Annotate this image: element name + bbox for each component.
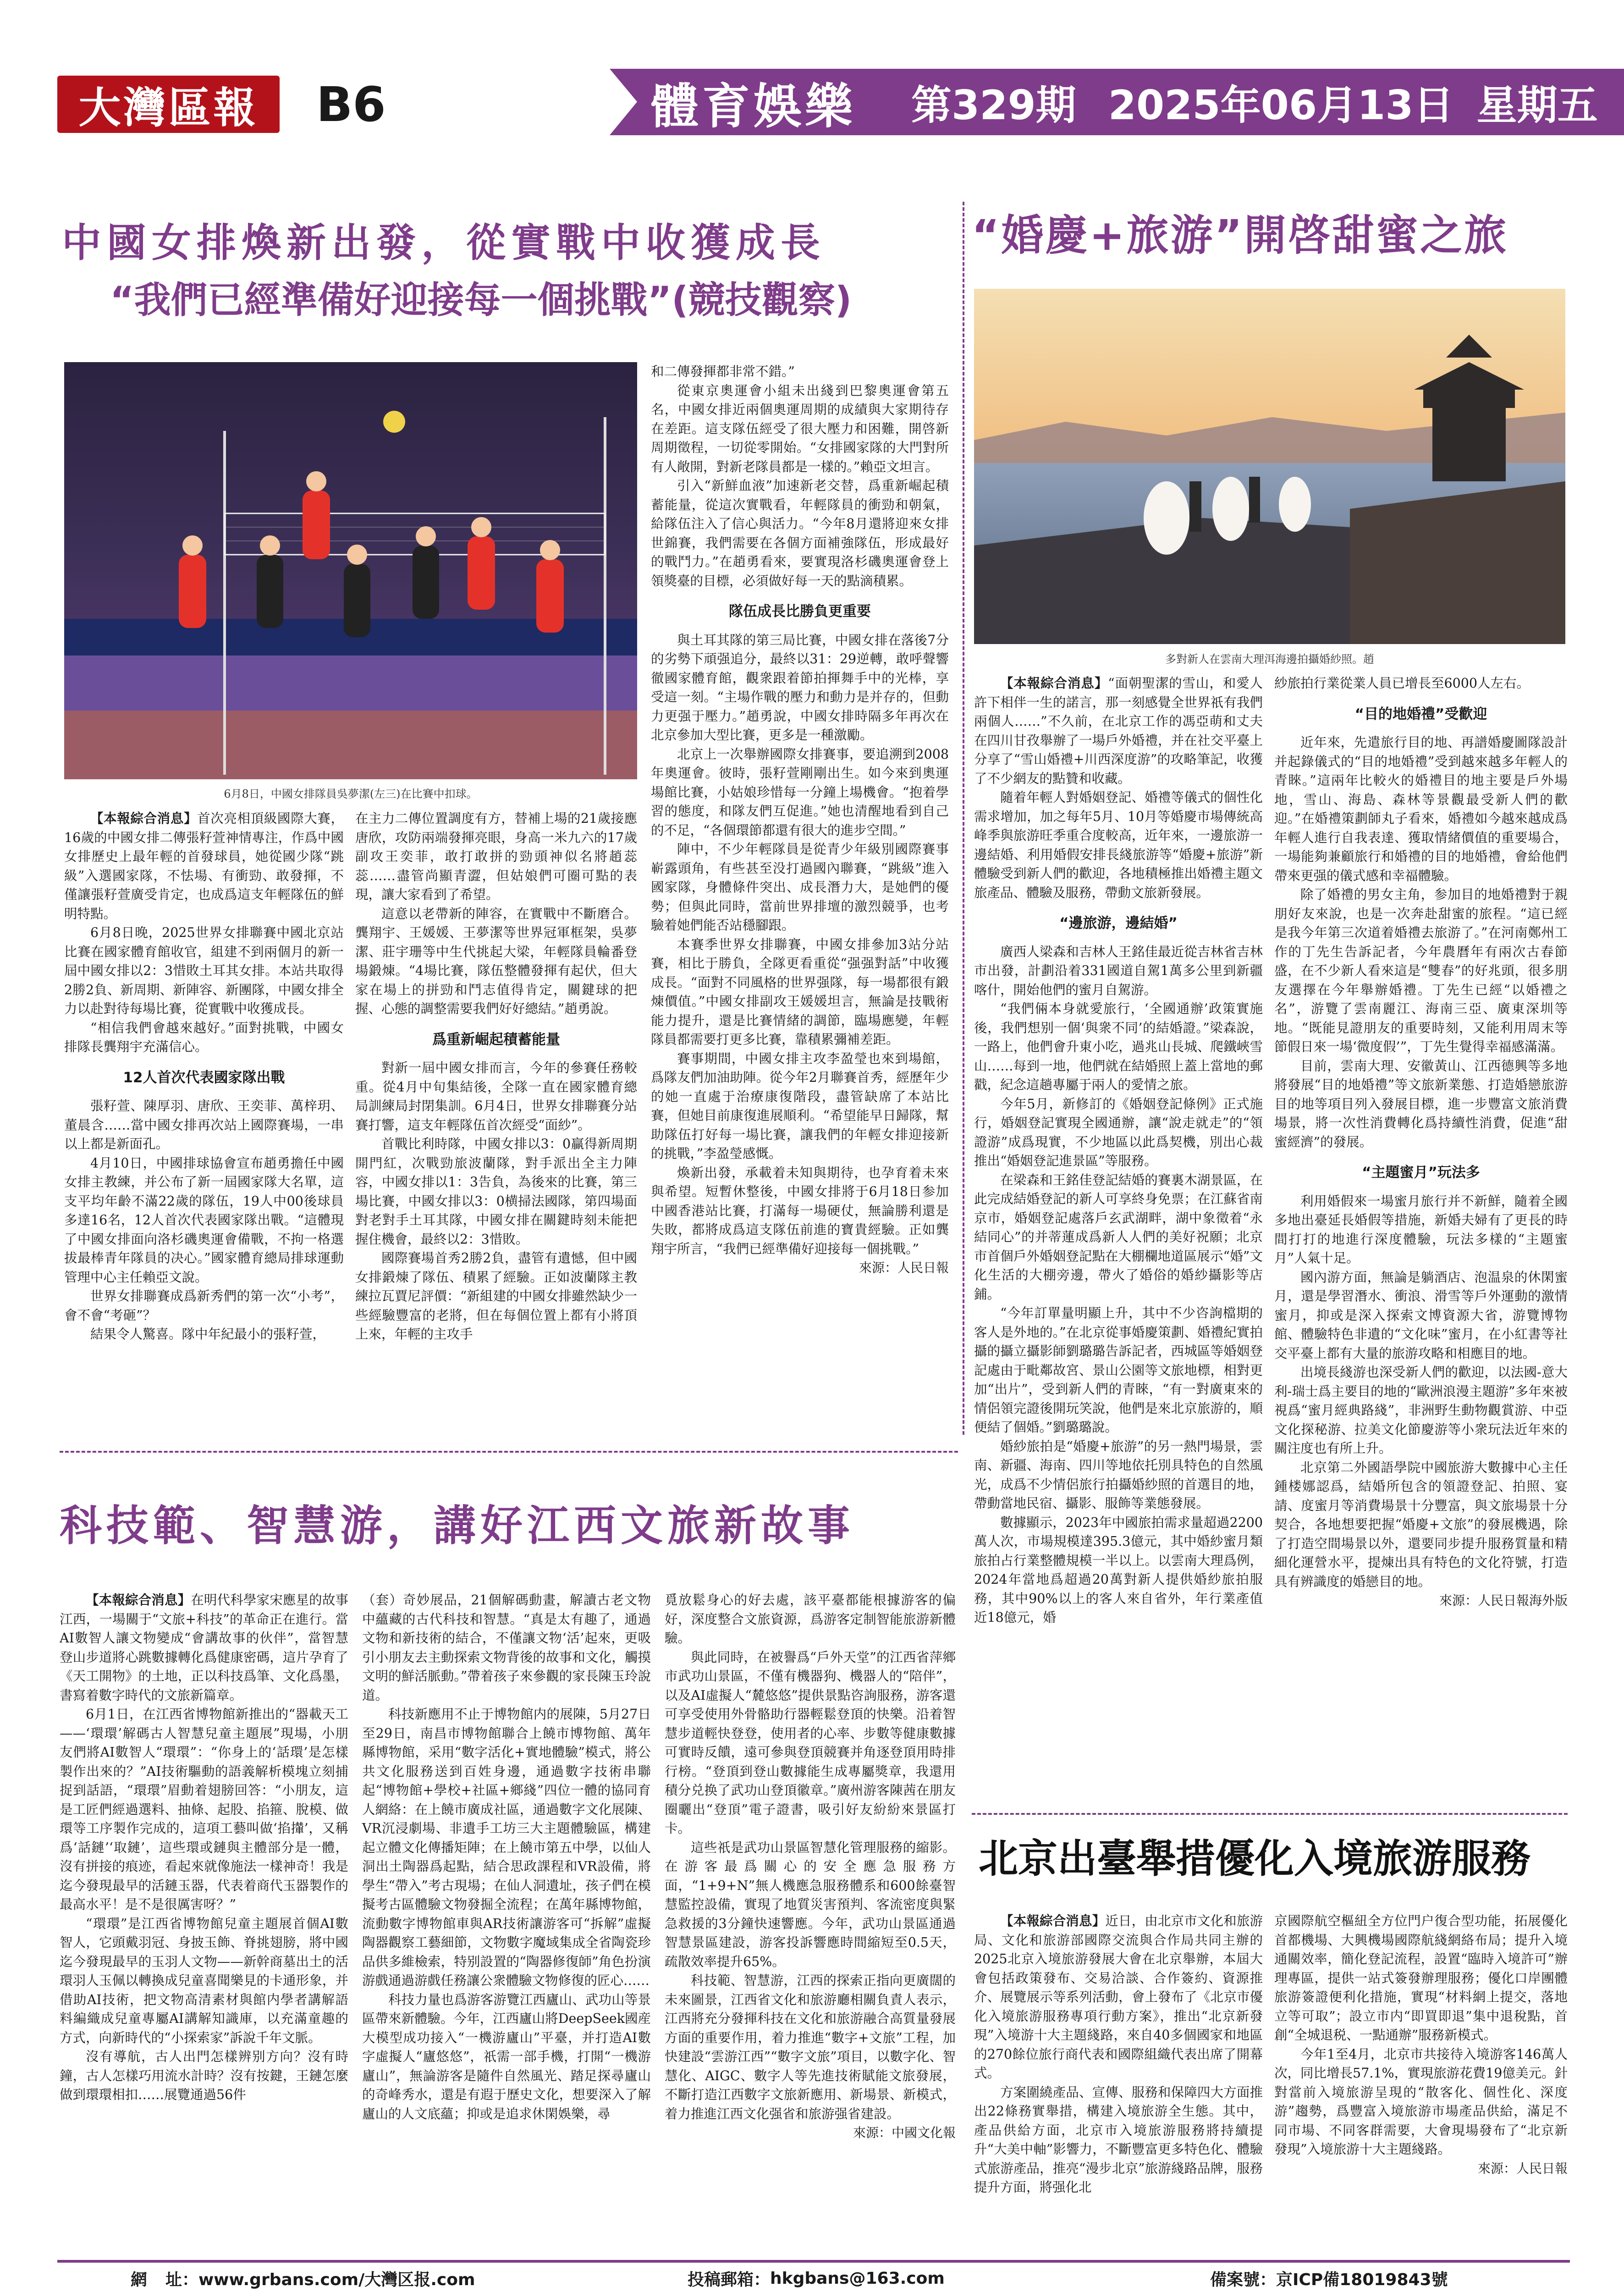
wedding-photo-caption: 多對新人在雲南大理洱海邊拍攝婚紗照。趙 (1165, 653, 1374, 666)
paragraph: 北京上一次舉辦國際女排賽事，要追溯到2008年奧運會。彼時，張籽萱剛剛出生。如今來到奧運場館比賽，小姑娘珍惜每一分鐘上場機會。“抱着學習的態度，和隊友們互促進。”她也清醒地看到自己的不足，“各個環節都還有很大的進步空間。” (651, 746, 949, 838)
subheading: 爲重新崛起積蓄能量 (432, 1031, 560, 1048)
paragraph: 國內游方面，無論是躺酒店、泡温泉的休閑蜜月，還是學習潛水、衝浪、滑雪等戶外運動的激情蜜月，抑或是深入探索文博資源大省，游覽博物館、體驗特色非遺的“文化味”蜜月，在小紅書等社交平臺上都有大量的旅游攻略和相應目的地。 (1274, 1269, 1568, 1361)
footer-website (131, 2264, 475, 2292)
volleyball-photo (64, 362, 637, 779)
paragraph: 在主力二傳位置調度有方，替補上場的21歲接應唐欣，攻防兩端發揮亮眼，身高一米九六的17歲副攻王奕菲，敢打敢拼的勁頭神似名將趙蕊蕊……盡管尚顯青澀，但姑娘們可圈可點的表現，讓大家看到了希望。 (355, 811, 637, 902)
footer-web-url[interactable]: www.grbans.com/大灣区报.com (198, 2270, 475, 2289)
footer-rule (57, 2260, 1570, 2263)
subheading: “主題蜜月”玩法多 (1362, 1164, 1480, 1181)
dateline-tag: 【本報綜合消息】 (1000, 1913, 1106, 1928)
paragraph: “今年訂單量明顯上升，其中不少咨詢檔期的客人是外地的。”在北京從事婚慶策劃、婚禮紀實拍攝的攝立攝影師劉璐璐告訴記者，西城區等婚姻登記處由于毗鄰故宮、景山公園等文旅地標，相對更加“出片”，受到新人們的青睞，“有一對廣東來的情侶領完證後開玩笑說，他們是來北京旅游的，順便結了個婚。”劉璐璐說。 (974, 1306, 1263, 1435)
footer-icp-number: 京ICP備18019843號 (1276, 2270, 1448, 2289)
footer-web-label-2: 址： (165, 2270, 199, 2289)
volleyball-headline: 中國女排煥新出發，從實戰中收獲成長 (62, 220, 826, 266)
paragraph: 煥新出發，承載着未知與期待，也孕育着未來與希望。短暫休整後，中國女排將于6月18日参加中國香港站比賽，打滿每一場硬仗，無論勝利還是失敗，都將成爲這支隊伍前進的寶貴經驗。正如龔翔宇所言，“我們已經準備好迎接每一個挑戰。” (651, 1165, 949, 1256)
footer-web-label: 網 (131, 2270, 148, 2289)
paragraph: 北京第二外國語學院中國旅游大數據中心主任鍾楼娜認爲，結婚所包含的領證登記、拍照、宴請、度蜜月等消費場景十分豐富，與文旅場景十分契合，各地想要把握“婚慶+文旅”的發展機遇，除了打造空間場景以外，還要同步提升服務質量和精細化運營水平，提煉出具有特色的文化符號，打造具有辨識度的婚戀目的地。 (1274, 1460, 1568, 1589)
newspaper-logo (57, 76, 280, 133)
paragraph: 在梁森和王銘佳登記結婚的賽裏木湖景區，在此完成結婚登記的新人可享終身免票；在江蘇省南京市，婚姻登記處落戶玄武湖畔，湖中象徵着“永結同心”的并蒂蓮成爲新人人們的美好祝願；北京市首個戶外婚姻登記點在大棚欄地道區展示“婚”文化生活的大棚旁邊，帶火了婚俗的婚紗攝影等店鋪。 (974, 1172, 1263, 1302)
paragraph: 4月10日，中國排球協會宣布趙勇擔任中國女排主教練，并公布了新一屆國家隊大名單，這支平均年齡不滿22歲的隊伍，19人中00後球員多達16名，12人首次代表國家隊出戰。“這體現了中國女排面向洛杉磯奧運會備戰，不拘一格選拔最棒青年隊員的决心。”國家體育總局排球運動管理中心主任賴亞文說。 (64, 1155, 344, 1285)
subheading: 12人首次代表國家隊出戰 (123, 1069, 285, 1086)
beijing-headline: 北京出臺舉措優化入境旅游服務 (979, 1836, 1530, 1882)
section-divider (60, 1451, 958, 1453)
paragraph: 紗旅拍行業從業人員已增長至6000人左右。 (1274, 676, 1530, 691)
paragraph: 科技力量也爲游客游覽江西廬山、武功山等景區帶來新體驗。今年，江西廬山將DeepSeek國産大模型成功接入“一機游廬山”平臺，并打造AI數字虛擬人“廬悠悠”，祇需一部手機，打開“一機游廬山”，無論游客是隨件自然風光、踏足探尋廬山的奇峰秀水，還是有遐于歷史文化，想要深入了解廬山的人文底蘊；抑或是追求休閑娛樂，尋 (362, 1992, 651, 2121)
jiangxi-column-2 (362, 1591, 651, 2123)
logo-text: 大灣區報 (78, 83, 259, 132)
paragraph: 今年5月，新修訂的《婚姻登記條例》正式施行，婚姻登記實現全國通辦，讓“說走就走”的“領證游”成爲現實，不少地區以此爲契機，別出心裁推出“婚姻登記進景區”等服務。 (974, 1096, 1263, 1168)
subheading: “邊旅游，邊結婚” (1059, 915, 1178, 931)
paragraph: 這些祇是武功山景區智慧化管理服務的縮影。在游客最爲關心的安全應急服務方面，“1+9+N”無人機應急服務體系和600餘臺智慧監控設備，實現了地質災害預判、客流密度與緊急救援的3分鐘快速響應。今年，武功山景區通過智慧景區建設，游客投訴響應時間縮短至0.5天，疏散效率提升65%。 (665, 1840, 956, 1969)
paragraph: 從東京奧運會小組未出綫到巴黎奧運會第五名，中國女排近兩個奧運周期的成績與大家期待存在差距。這支隊伍經受了很大壓力和困難，開啓新周期徵程，一切從零開始。“女排國家隊的大門對所有人敞開，對新老隊員都是一樣的。”賴亞文坦言。 (651, 383, 949, 474)
footer-mail-address[interactable]: hkgbans@163.com (770, 2269, 945, 2288)
paragraph: 國際賽場首秀2勝2負，盡管有遺憾，但中國女排鍛煉了隊伍、積累了經驗。正如波蘭隊主教練拉瓦賈尼評價：“新組建的中國女排雖然缺少一些經驗豐富的老將，但在每個位置上都有小將頂上來，年輕的主攻手 (355, 1251, 637, 1342)
beijing-column-1 (974, 1912, 1263, 2197)
paragraph: 6月8日晚，2025世界女排聯賽中國北京站比賽在國家體育館收官，組建不到兩個月的新一屆中國女排以2：3惜敗土耳其女排。本站共取得2勝2負、新周期、新陣容、新團隊，中國女排全力以赴對待每場比賽，從實戰中收獲成長。 (64, 925, 344, 1016)
article-source: 來源：人民日報海外版 (1439, 1593, 1568, 1608)
paragraph: 這意以老帶新的陣容，在實戰中不斷磨合。龔翔宇、王媛媛、王夢潔等世界冠軍框架，吳夢潔、莊宇珊等中生代挑起大梁，年輕隊員輪番登場鍛煉。“4場比賽，隊伍整體發揮有起伏，但大家在場上的拼勁和鬥志值得肯定，關鍵球的把握、心態的調整需要我們好好總結。”趙勇說。 (355, 906, 637, 1016)
jiangxi-column-3 (665, 1591, 956, 2143)
paragraph: “相信我們會越來越好。”面對挑戰，中國女排隊長龔翔宇充滿信心。 (64, 1020, 344, 1054)
paragraph: 賽事期間，中國女排主攻李盈瑩也來到場館，爲隊友們加油助陣。從今年2月聯賽首秀，經歷年少的她一直處于治療康復階段，盡管缺席了本站比賽，但她目前康復進展順利。“希望能早日歸隊，幫助隊伍打好每一場比賽，讓我們的年輕女排迎接新的挑戰，”李盈瑩感慨。 (651, 1051, 949, 1161)
issue-weekday: 星期五 (1476, 81, 1598, 129)
paragraph: 婚紗旅拍是“婚慶+旅游”的另一熱門場景，雲南、新疆、海南、四川等地依托別具特色的自然風光，成爲不少情侶旅行拍攝婚紗照的首選目的地，帶動當地民宿、攝影、服飾等業態發展。 (974, 1438, 1263, 1511)
issue-number: 第329期 (911, 81, 1076, 129)
banner-text (651, 69, 1623, 135)
dateline-tag: 【本報綜合消息】 (1000, 675, 1108, 691)
paragraph: 引入“新鮮血液”加速新老交替，爲重新崛起積蓄能量，從這次實戰看，年輕隊員的衝勁和朝氣，給隊伍注入了信心與活力。“今年8月還將迎來女排世錦賽，我們需要在各個方面補強隊伍，形成最好的戰鬥力。”在趙勇看來，要實現洛杉磯奧運會登上領獎臺的目標，必須做好每一天的點滴積累。 (651, 478, 949, 589)
paragraph: 近日，由北京市文化和旅游局、文化和旅游部國際交流與合作局共同主辦的2025北京入境旅游發展大會在北京舉辦，本屆大會包括政策發布、交易洽談、合作簽約、資源推介、展覽展示等系列活動，會上發布了《北京市優化入境旅游服務專項行動方案》，推出“北京新發現”入境游十大主題綫路，來自40多個國家和地區的270餘位旅行商代表和國際組織代表出席了開幕式。 (974, 1913, 1263, 2081)
paragraph: 與土耳其隊的第三局比賽，中國女排在落後7分的劣勢下頑强追分，最終以31：29逆轉，敢呼聲響徹國家體育館，觀衆跟着節拍揮舞手中的光棒，享受這一刻。“主場作戰的壓力和動力是并存的，但動力更强于壓力。”趙勇說，中國女排時隔多年再次在北京參加大型比賽，更多是一種激勵。 (651, 632, 949, 743)
jiangxi-column-1 (60, 1591, 348, 2105)
paragraph: 利用婚假來一場蜜月旅行并不新鮮，隨着全國多地出臺延長婚假等措施，新婚夫婦有了更長的時間打打的地進行深度體驗，玩法多樣的“主題蜜月”人氣十足。 (1274, 1193, 1568, 1266)
paragraph: 科技範、智慧游，江西的探索正指向更廣闊的未來圖景，江西省文化和旅游廳相關負責人表示，江西將充分發揮科技在文化和旅游融合高質量發展方面的重要作用，着力推進“數字+文旅”工程，加快建設“雲游江西”“數字文旅”項目，以數字化、智慧化、AIGC、數字人等先進技術賦能文旅發展，不斷打造江西數字文旅新應用、新場景、新模式，着力推進江西文化强省和旅游强省建設。 (665, 1973, 956, 2121)
paragraph: 隨着年輕人對婚姻登記、婚禮等儀式的個性化需求增加，加之每年5月、10月等婚慶市場傳統高峰季與旅游旺季重合度較高，近年來，一邊旅游一邊結婚、利用婚假安排長綫旅游等“婚慶+旅游”新體驗受到新人們的歡迎，各地積極推出婚禮主題文旅產品、體驗及服務，帶動文旅新發展。 (974, 790, 1263, 900)
paragraph: 近年來，先遣旅行目的地、再譜婚慶圖隊設計并起錄儀式的“目的地婚禮”受到越來越多年輕人的青睞。”這兩年比較火的婚禮目的地主要是戶外場地，雪山、海島、森林等景觀最受新人們的歡迎。”在婚禮策劃師丸子看來，婚禮如今越來越成爲年輕人進行自我表達、獲取情緒價值的重要場合，一場能夠兼顧旅行和婚禮的目的地婚禮，會給他們帶來更强的儀式感和幸福體驗。 (1274, 735, 1568, 883)
paragraph: 京國際航空樞紐全方位門户復合型功能，拓展優化首都機場、大興機場國際航綫網絡布局；提升入境通關效率，簡化登記流程，設置“臨時入境許可”辦理專區，提供一站式簽發辦理服務；優化口岸團體旅游簽證便利化措施，實現“材料網上提交，落地立等可取”；設立市内“即買即退”集中退稅點，首創“全城退税、一點通辦”服務新模式。 (1274, 1913, 1568, 2043)
paragraph: 首戰比利時隊，中國女排以3：0贏得新周期開門紅，次戰勁旅波蘭隊，對手派出全主力陣容，中國女排以1：3告負，為後來的比賽，第三場比賽，中國女排以3：0横掃法國隊，第四場面對老對手土耳其隊，中國女排在關鍵時刻未能把握住機會，最終以2：3惜敗。 (355, 1136, 637, 1247)
paragraph: 方案圍繞產品、宣傳、服務和保障四大方面推出22條務實舉措，構建入境旅游全生態。其中，產品供給方面，北京市入境旅游服務將持續提升“大美中軸”影響力，不斷豐富更多特色化、體驗式旅游產品，推亮“漫步北京”旅游綫路品牌，服務提升方面，將强化北 (974, 2084, 1263, 2195)
article-source: 來源：中國文化報 (853, 2125, 956, 2140)
subheading: 隊伍成長比勝負更重要 (729, 603, 871, 620)
article-source: 來源：人民日報 (1477, 2160, 1568, 2176)
paragraph: 目前，雲南大理、安徽黃山、江西德興等多地將發展“目的地婚禮”等文旅新業態、打造婚戀旅游目的地等項目列入發展目標，進一步豐富文旅消費場景，將一次性消費轉化爲持續性消費，促進“甜蜜經濟”的發展。 (1274, 1058, 1568, 1150)
masthead (0, 0, 1624, 138)
footer-mail-label: 投稿郵箱： (688, 2270, 771, 2289)
beijing-column-2 (1274, 1912, 1568, 2178)
wedding-column-1 (974, 674, 1263, 1627)
paragraph: 和二傳發揮都非常不錯。” (651, 364, 795, 379)
paragraph: 陣中，不少年輕隊員是從青少年級別國際賽事嶄露頭角，有些甚至没打過國內聯賽，“跳級”進入國家隊，身體條件突出、成長潛力大，是她們的優勢；但與此同時，當前世界排壇的激烈競爭，也考驗着她們能否站穩腳跟。 (651, 842, 949, 933)
volleyball-column-2 (355, 809, 637, 1344)
volleyball-column-1 (64, 809, 344, 1344)
paragraph: 廣西人梁森和吉林人王銘佳最近從吉林省吉林市出發，計劃沿着331國道自駕1萬多公里到新疆喀什，開始他們的蜜月自駕游。 (974, 944, 1263, 997)
paragraph: （套）奇妙展品，21個解碼動畫，解讀古老文物中蘊藏的古代科技和智慧。“真是太有趣了，通過文物和新技術的結合，不僅讓文物‘活’起來，更吸引小朋友去主動探索文物背後的故事和文化，觸摸文明的鮮活脈動。”帶着孩子來參觀的家長陳玉玲說道。 (362, 1592, 651, 1703)
paragraph: “面朝聖潔的雪山，和愛人許下相伴一生的諾言，那一刻感覺全世界祇有我們兩個人……”不久前，在北京工作的馮亞萌和丈夫在四川甘孜舉辦了一場戶外婚禮，并在社交平臺上分享了“雪山婚禮+川西深度游”的攻略筆記，收獲了不少網友的點贊和收藏。 (974, 676, 1263, 786)
paragraph: 本賽季世界女排聯賽，中國女排參加3站分站賽，相比于勝負，全隊更看重從“强强對話”中收獲成長。“面對不同風格的世界强隊，每一場都很有鍛煉價值。”中國女排副攻王媛媛坦言，無論是技戰術能力提升，還是比賽情緒的調節，臨場應變，年輕隊員都需要打更多比賽，靠積累彌補差距。 (651, 937, 949, 1047)
page-number: B6 (316, 77, 386, 132)
paragraph: 張籽萱、陳厚羽、唐欣、王奕菲、萬梓玥、董晨含……當中國女排再次站上國際賽場，一串以上都是新面孔。 (64, 1098, 344, 1152)
paragraph: 今年1至4月，北京市共接待入境游客146萬人次，同比增長57.1%，實現旅游花費19億美元。針對當前入境旅游呈現的“散客化、個性化、深度游”趨勢，爲豐富入境旅游市場產品供給，滿足不同市場、不同客群需要，大會現場發布了“北京新發現”入境旅游十大主題綫路。 (1274, 2046, 1568, 2157)
paragraph: 首次亮相頂級國際大賽，16歲的中國女排二傳張籽萱神情專注，作爲中國女排歷史上最年輕的首發球員，她從國少隊“跳級”入選國家隊，不怯場、有衝勁、敢發揮，不僅讓張籽萱廣受肯定，也成爲這支年輕隊伍的鮮明特點。 (64, 811, 344, 921)
dateline-tag: 【本報綜合消息】 (86, 1592, 191, 1608)
volleyball-subheadline: “我們已經準備好迎接每一個挑戰”(競技觀察) (110, 279, 852, 321)
volleyball-photo-caption: 6月8日，中國女排隊員吳夢潔(左三)在比賽中扣球。 (224, 788, 478, 800)
footer-icp-label: 備案號： (1210, 2270, 1277, 2289)
dateline-tag: 【本報綜合消息】 (90, 810, 198, 826)
section-title: 體育娛樂 (651, 78, 857, 134)
article-source: 來源：人民日報 (859, 1260, 949, 1275)
section-divider (972, 1813, 1568, 1815)
volleyball-column-3 (651, 362, 949, 1278)
paragraph: 科技新應用不止于博物館内的展陳，5月27日至29日，南昌市博物館聯合上饒市博物館、萬年縣博物館，采用“數字活化+實地體驗”模式，將公共文化服務送到百姓身邊，通過數字技術串聯起“博物館+學校+社區+鄉綫”四位一體的協同育人網絡：在上饒市廣成社區，通過數字文化展陳、VR沉浸劇場、非遺手工坊三大主題體驗區，構建起立體文化傳播矩陣；在上饒市第五中學，以仙人洞出土陶器爲起點，結合思政課程和VR設備，將學生“帶入”考古現場；在仙人洞遺址，孩子們在模擬考古區體驗文物發掘全流程；在萬年縣博物館，流動數字博物館車與AR技術讓游客可“拆解”虛擬陶器觀察工藝細節，文物數字魔域集成全省陶瓷珍品供多維檢索，特别設置的“陶器修復師”角色扮演游戲通過游戲任務讓公衆體驗文物修復的匠心…… (362, 1707, 651, 1988)
paragraph: “我們倆本身就愛旅行，‘全國通辦’政策實施後，我們想别一個‘與衆不同’的結婚證。”梁森說，一路上，他們會升東小吃，過兆山長城、爬鐵峽雪山……每到一地，他們就在結婚照上蓋上當地的郵戳，紀念這趟專屬于兩人的愛情之旅。 (974, 1001, 1263, 1092)
issue-date: 2025年06月13日 (1108, 81, 1454, 129)
column-divider (963, 202, 964, 1435)
paragraph: 除了婚禮的男女主角，参加目的地婚禮對于親朋好友來說，也是一次奔赴甜蜜的旅程。“這已經是我今年第三次道着婚禮去旅游了。”在河南鄭州工作的丁先生告訴記者，今年農曆年有兩次古春節盛，在不少新人看來這是“雙春”的好兆頭，很多朋友選擇在今年舉辦婚禮。丁先生已經“以婚禮之名”，游覽了雲南麗江、海南三亞、廣東深圳等地。“既能見證朋友的重要時刻，又能利用周末等節假日來一場‘微度假’”，丁先生覺得幸福感滿滿。 (1274, 887, 1568, 1054)
paragraph: 世界女排聯賽成爲新秀們的第一次“小考”，會不會“考砸”？ (64, 1289, 344, 1323)
paragraph: “環環”是江西省博物館兒童主題展首個AI數智人，它頭戴羽冠、身披玉飾、脊挑翅膀，將中國迄今發現最早的玉羽人文物——新幹商墓出土的活環羽人玉佩以轉換成兒童喜聞樂見的卡通形象，并借助AI技術，把文物高清素材與館内學者講解語料編織成兒童專屬AI講解知識庫，以充滿童趣的方式，向新時代的“小探索家”訴說千年文脈。 (60, 1916, 348, 2045)
footer-icp (1210, 2264, 1448, 2292)
paragraph: 結果令人驚喜。隊中年紀最小的張籽萱， (90, 1327, 326, 1342)
wedding-column-2 (1274, 674, 1568, 1610)
wedding-photo (974, 289, 1565, 644)
paragraph: 在明代科學家宋應星的故事江西，一場關于“文旅+科技”的革命正在進行。當AI數智人讓文物變成“會講故事的伙伴”，當智慧登山步道將心跳數據轉化爲健康密碼，這片孕育了《天工開物》的土地，正以科技爲筆、文化爲墨，書寫着數字時代的文旅新篇章。 (60, 1592, 348, 1703)
wedding-headline: “婚慶+旅游”開啓甜蜜之旅 (972, 211, 1508, 260)
paragraph: 數據顯示，2023年中國旅拍需求量超過2200萬人次，市場規模達395.3億元，其中婚紗蜜月類旅拍占行業整體規模一半以上。以雲南大理爲例，2024年當地爲超過20萬對新人提供婚紗旅拍服務，其中90%以上的客人來自省外，年行業產值近18億元，婚 (974, 1515, 1263, 1625)
paragraph: 對新一屆中國女排而言，今年的參賽任務較重。從4月中旬集結後，全隊一直在國家體育總局訓練局封閉集訓。6月4日，世界女排聯賽分站賽打響，這支年輕隊伍首次經受“面紗”。 (355, 1060, 637, 1133)
paragraph: 出境長綫游也深受新人們的歡迎，以法國-意大利-瑞士爲主要目的地的“歐洲浪漫主題游”多年來被視爲“蜜月經典路綫”，非洲野生動物觀賞游、中亞文化探秘游、拉美文化節慶游等小衆玩法近年來的關注度也有所上升。 (1274, 1365, 1568, 1456)
footer-email (688, 2264, 945, 2292)
paragraph: 6月1日，在江西省博物館新推出的“器載天工——‘環環’解碼古人智慧兒童主題展”現場，小朋友們將AI數智人“環環”：“你身上的‘話環’是怎樣製作出來的？”AI技術驅動的語義解析模塊立刻捕捉到話語，“環環”眉動着翅膀回答：“小朋友，這是工匠們經過選料、抽條、起股、掐箍、脫模、做環等工序製作完成的，這項工藝叫做‘掐攆’，又稱爲‘話鏈’‘取鏈’，這些環或鏈與主體部分是一體，沒有拼接的痕迹，看起來就像施法一樣神奇！我是迄今發現最早的活鏈玉器，代表着商代玉器製作的最高水平！是不是很厲害呀？” (60, 1707, 348, 1912)
jiangxi-headline: 科技範、智慧游，講好江西文旅新故事 (60, 1501, 855, 1550)
paragraph: 覓放鬆身心的好去處，該平臺都能根據游客的偏好，深度整合文旅資源，爲游客定制智能旅游新體驗。 (665, 1592, 956, 1646)
paragraph: 與此同時，在被譽爲“戶外天堂”的江西省萍鄉市武功山景區，不僅有機器狗、機器人的“陪伴”，以及AI虛擬人“麓悠悠”提供景點咨詢服務，游客還可享受使用外骨骼助行器輕鬆登頂的快樂。沿着智慧步道輕快登登，使用者的心率、步數等健康數據可實時反饋，遠可參與登頂競賽并角逐登頂用時排行榜。“登頂到登山數據能生成專屬獎章，我還用積分兑换了武功山登頂徽章。”廣州游客陳茜在朋友圈曬出“登頂”電子證書，吸引好友紛紛來景區打卡。 (665, 1649, 956, 1836)
paragraph: 沒有導航，古人出門怎樣辨别方向？沒有時鐘，古人怎樣巧用流水計時？沒有按鍵，王鏈怎麼做到環環相扣……展覽通過56件 (60, 2049, 348, 2102)
subheading: “目的地婚禮”受歡迎 (1354, 705, 1487, 722)
